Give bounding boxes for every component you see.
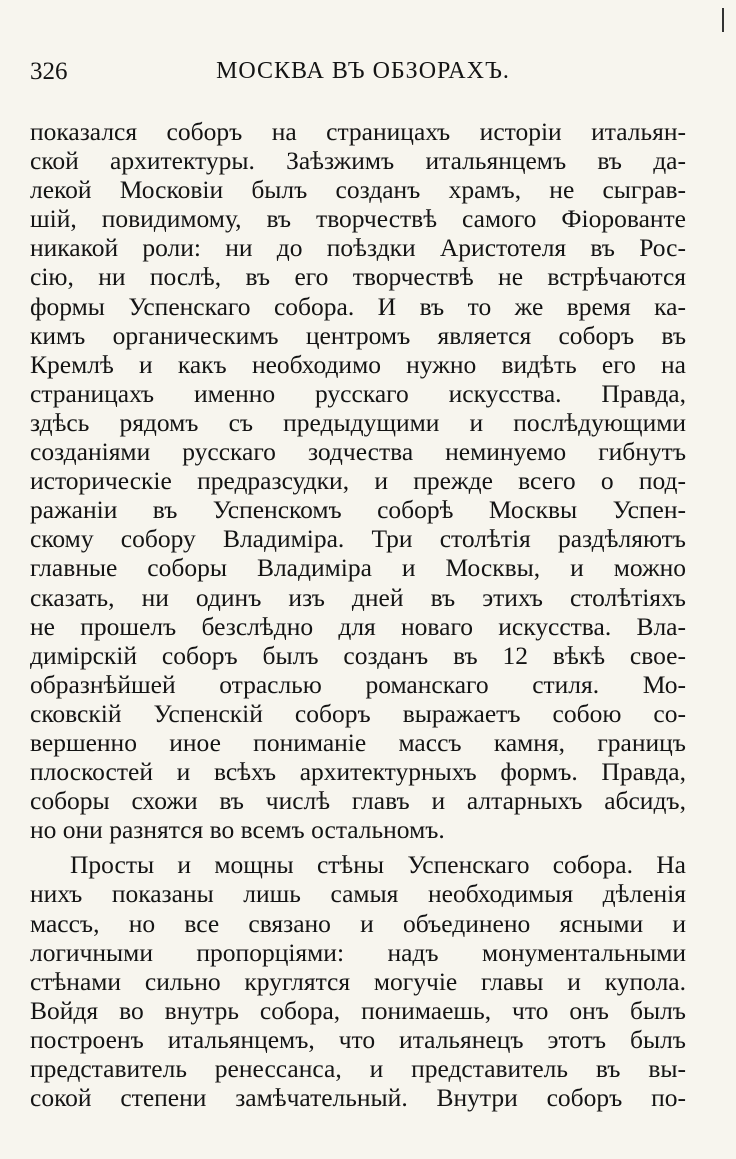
page-header <box>30 58 696 90</box>
text-line: лекой Московiи былъ созданъ храмъ, не сыграв- <box>30 175 686 205</box>
text-line: Просты и мощны стѣны Успенскаго собора. На <box>70 850 686 880</box>
text-line: сiю, ни послѣ, въ его творчествѣ не встрѣчаются <box>30 262 686 292</box>
text-line: массъ, но все связано и объединено ясными и <box>30 908 686 938</box>
page-number: 326 <box>30 58 68 85</box>
text-line: ской архитектуры. Заѣзжимъ итальянцемъ въ да- <box>30 146 686 176</box>
text-line: сковскiй Успенскiй соборъ выражаетъ собою со- <box>30 698 686 728</box>
text-line: шiй, повидимому, въ творчествѣ самого Фiорованте <box>30 204 686 234</box>
text-line: построенъ итальянцемъ, что итальянецъ этотъ былъ <box>30 1024 686 1054</box>
text-line: сказать, ни одинъ изъ дней въ этихъ столѣтiяхъ <box>30 582 686 612</box>
text-line: сокой степени замѣчательный. Внутри соборъ по- <box>30 1083 686 1113</box>
text-line: димiрскiй соборъ былъ созданъ въ 12 вѣкѣ свое- <box>30 640 686 670</box>
text-line: историческiе предразсудки, и прежде всего о под- <box>30 466 686 496</box>
running-title: МОСКВА ВЪ ОБЗОРАХЪ. <box>216 58 510 84</box>
text-line: Кремлѣ и какъ необходимо нужно видѣть его на <box>30 349 686 379</box>
text-line: соборы схожи въ числѣ главъ и алтарныхъ абсидъ, <box>30 786 686 816</box>
text-line: страницахъ именно русскаго искусства. Правда, <box>30 378 686 408</box>
text-line: образнѣйшей отраслью романскаго стиля. Мо- <box>30 669 686 699</box>
text-line: созданiями русскаго зодчества неминуемо гибнутъ <box>30 437 686 467</box>
text-line: плоскостей и всѣхъ архитектурныхъ формъ. Правда, <box>30 757 686 787</box>
text-line: но они разнятся во всемъ остальномъ. <box>30 815 445 845</box>
text-line: скому собору Владимiра. Три столѣтiя раздѣляютъ <box>30 524 686 554</box>
text-line: вершенно иное пониманiе массъ камня, границъ <box>30 727 686 757</box>
text-line: нихъ показаны лишь самыя необходимыя дѣленiя <box>30 879 686 909</box>
text-line: кимъ органическимъ центромъ является соборъ въ <box>30 320 686 350</box>
paragraph <box>30 117 686 844</box>
text-line: представитель ренессанса, и представитель въ вы- <box>30 1054 686 1083</box>
text-line: никакой роли: ни до поѣздки Аристотеля въ Рос- <box>30 233 686 263</box>
text-line: стѣнами сильно круглятся могучiе главы и купола. <box>30 966 686 996</box>
text-line: Войдя во внутрь собора, понимаешь, что онъ былъ <box>30 995 686 1025</box>
text-line: не прошелъ безслѣдно для новаго искусства. Вла- <box>30 611 686 641</box>
paragraph <box>30 850 686 1112</box>
text-line: формы Успенскаго собора. И въ то же время ка- <box>30 291 686 321</box>
text-line: показался соборъ на страницахъ исторiи итальян- <box>30 117 686 146</box>
text-line: ражанiи въ Успенскомъ соборѣ Москвы Успен- <box>30 495 686 525</box>
text-line: здѣсь рядомъ съ предыдущими и послѣдующими <box>30 407 686 437</box>
page-edge-mark <box>722 8 724 32</box>
body-text <box>30 117 686 1112</box>
text-line: логичными пропорцiями: надъ монументальными <box>30 937 686 967</box>
text-line: главные соборы Владимiра и Москвы, и можно <box>30 553 686 583</box>
